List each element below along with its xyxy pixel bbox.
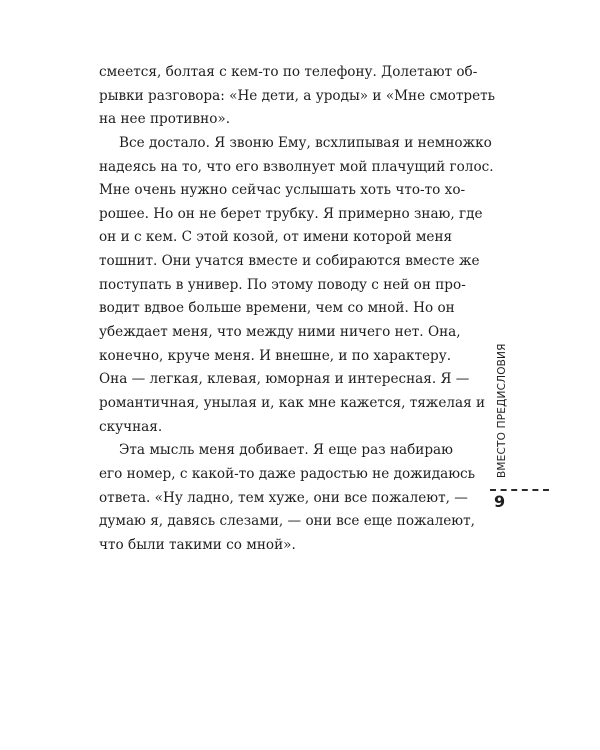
page-divider	[490, 489, 549, 491]
text-line: рошее. Но он не берет трубку. Я примерно знаю, где	[99, 205, 483, 222]
text-line: водит вдвое больше времени, чем со мной. Но он	[99, 300, 455, 317]
text-line: ответа. «Ну ладно, тем хуже, они все пожалеют, —	[99, 489, 468, 506]
page-number: 9	[494, 492, 506, 511]
text-line: Эта мысль меня добивает. Я еще раз набираю	[119, 442, 453, 459]
text-line: скучная.	[99, 418, 163, 435]
text-line: думаю я, давясь слезами, — они все еще пожалеют,	[99, 513, 475, 530]
text-line: романтичная, унылая и, как мне кажется, тяжелая и	[99, 394, 486, 411]
text-line: рывки разговора: «Не дети, а уроды» и «Мне смотреть	[99, 87, 496, 104]
text-line: на нее противно».	[99, 111, 231, 128]
text-line: надеясь на то, что его взволнует мой плачущий голос.	[99, 158, 494, 175]
text-line: его номер, с какой-то даже радостью не дожидаюсь	[99, 465, 476, 482]
text-line: конечно, круче меня. И внешне, и по характеру.	[99, 347, 452, 364]
text-line: убеждает меня, что между ними ничего нет. Она,	[99, 324, 461, 341]
text-line: Все достало. Я звоню Ему, всхлипывая и немножко	[119, 134, 492, 151]
running-header: ВМЕСТО ПРЕДИСЛОВИЯ	[496, 343, 508, 478]
text-line: поступать в универ. По этому поводу с ней он про-	[99, 276, 466, 293]
text-line: что были такими со мной».	[99, 536, 296, 553]
text-line: Она — легкая, клевая, юморная и интересная. Я —	[99, 371, 470, 388]
text-line: тошнит. Они учатся вместе и собираются вместе же	[99, 253, 480, 270]
text-line: Мне очень нужно сейчас услышать хоть что-то хо-	[99, 182, 466, 199]
body-text	[99, 61, 496, 557]
text-line: он и с кем. С этой козой, от имени которой меня	[99, 229, 453, 246]
text-line: смеется, болтая с кем-то по телефону. Долетают об-	[99, 64, 478, 80]
